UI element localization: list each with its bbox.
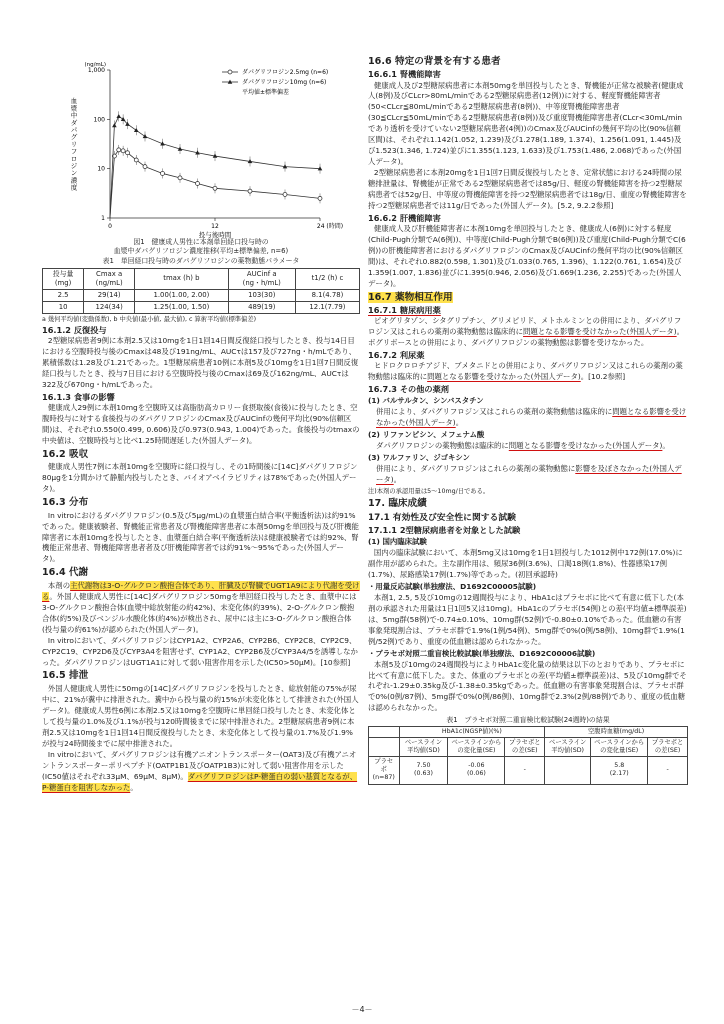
text-run: 。 xyxy=(393,474,402,484)
table1-caption: 表1 単回経口投与時のダパグリフロジンの薬物動態パラメータ xyxy=(102,256,300,265)
text-run: 。[10.2参照] xyxy=(580,372,626,382)
table-cell xyxy=(545,757,591,785)
paragraph xyxy=(376,464,688,486)
data-point xyxy=(134,128,139,132)
paragraph: 健康成人男性7例に本剤10mgを空腹時に経口投与し、その1時間後に[14C]ダパグリフロジン80μgを1分間かけて静脈内投与したとき、バイオアベイラビリティは78%であった(外国人データ)。 xyxy=(42,462,358,494)
y-axis-label-char: フ xyxy=(70,147,78,156)
right-column xyxy=(368,54,688,785)
highlighted-text: ダパグリフロジンはP-糖蛋白の弱い基質となるが、P-糖蛋白を阻害しなかった xyxy=(42,771,358,792)
paragraph: 健康成人29例に本剤10mgを空腹時又は高脂肪高カロリー食摂取後(食後)に投与したとき、空腹時投与に対する食後投与のダパグリフロジンのCmax及びAUCinfの幾何平均比(90%信頼区間)は、それぞれ0.550(0.499, 0.606)及び0.973(0.943, 1.004)であった。食後投与のtmaxの中央値は、空腹時投与と比べ1.25時間遅延した(外国人データ)。 xyxy=(42,403,360,445)
table-cell: 103(30) xyxy=(228,289,295,301)
legend-label: ダパグリフロジン10mg (n=6) xyxy=(242,79,327,86)
item-heading: (2) リファンピシン、メフェナム酸 xyxy=(368,430,485,440)
paragraph: 本剤1, 2.5, 5及び10mgの12週間投与により、HbA1cはプラセボに比べて有意に低下した(本剤の承認された用量は1日1回5又は10mg)。HbA1cのプラセボ(54例)との差(平均値±標準誤差)は、5mg群(58例)で-0.74±0.10%、10mg群(52例)で-0.80±0.10%であった。低血糖の有害事象発現割合は、プラセボ群で1.9%(1例/54例)、5mg群で0%(0例/58例)、10mg群で1.9%(1例/52例)であり、重度の低血糖は認められなかった。 xyxy=(368,592,687,646)
text-run: 。外国人健康成人男性に[14C]ダパグリフロジン50mgを単回経口投与したとき、血漿中には3-O-グルクロン酸抱合体(血漿中総放射能の約42%)、未変化体(約39%)、2-O-グルクロン酸抱合体(約5%)及びベンジル水酸化体(約4%)が検出され、尿中には主に3-O-グルクロン酸抱合体(投与量の約61%)が認められた(外国人データ)。 xyxy=(42,591,357,634)
data-point xyxy=(196,182,200,186)
paragraph xyxy=(42,581,360,636)
table-cell: - xyxy=(648,757,688,785)
underlined-text: 問題となる影響を受けなかった(外国人データ) xyxy=(508,440,663,450)
table-header-cell: HbA1c(NGSP値)(%) xyxy=(399,726,545,737)
table-header-row xyxy=(369,737,688,756)
underlined-text: 問題となる影響を受けなかった(外国人データ) xyxy=(523,327,677,337)
approval-note: 注)本剤の承認用量は5～10mg/日である。 xyxy=(368,487,490,495)
table-cell: 7.50 (0.63) xyxy=(399,757,448,785)
chart-annotation: 平均値±標準偏差 xyxy=(242,89,290,96)
figure1-caption-line1: 図1 健康成人男性に本剤単回経口投与時の xyxy=(133,238,269,246)
section-heading: 16.7.2 利尿薬 xyxy=(368,350,425,361)
y-tick-label: 1,000 xyxy=(87,67,105,74)
data-point xyxy=(178,176,182,180)
section-heading: 16.7.3 その他の薬剤 xyxy=(368,384,449,395)
text-run: ピオグリタゾン、シタグリプチン、グリメピリド、メトホルミンとの併用により、ダパグリフロジン又はこれらの薬剤の薬物動態は臨床的に xyxy=(368,316,682,337)
data-point xyxy=(248,189,252,193)
y-tick-label: 10 xyxy=(97,165,105,173)
highlighted-text: 主代謝物は3-O-グルクロン酸抱合体であり、肝臓及び腎臓でUGT1A9により代謝を受ける xyxy=(42,580,360,601)
paragraph xyxy=(376,441,688,452)
text-run: 併用により、ダパグリフロジンはこれらの薬剤の薬物動態に xyxy=(376,463,576,473)
table-header-cell: プラセボとの差(SE) xyxy=(505,737,545,756)
series-line xyxy=(110,116,320,218)
pk-parameter-table xyxy=(42,268,360,314)
paragraph: In vitroにおいて、ダパグリフロジンはCYP1A2、CYP2A6、CYP2B6、CYP2C8、CYP2C9、CYP2C19、CYP2D6及びCYP3A4を阻害せず、CYP1A2、CYP2B6及びCYP3A4/5を誘導しなかった。ダパグリフロジンはUGT1A1に対して弱い阻害作用を示した(IC50>50μM)。[10参照] xyxy=(42,635,358,667)
x-tick-label: 24 (時間) xyxy=(316,223,344,230)
paragraph: In vitroにおけるダパグリフロジン(0.5及び5μg/mL)の血漿蛋白結合率(平衡透析法)は約91%であった。健康被験者、腎機能正常患者及び腎機能障害患者に本剤50mgを単回投与及び肝機能障害者に本剤10mgを投与したとき、血漿蛋白結合率(平衡透析法)は健康被験者では約92%、腎機能正常患者、腎機能障害患者者及び肝機能障害者では約91%～95%であった(外国人データ)。 xyxy=(42,510,359,564)
text-run: ダパグリフロジンの薬物動態は臨床的に xyxy=(376,440,509,450)
y-unit-label: (ng/mL) xyxy=(84,62,106,68)
table-cell: 124(34) xyxy=(84,301,135,313)
text-run: In vitroにおいて、ダパグリフロジンは有機アニオントランスポーター(OAT3)及び有機アニオントランスポーターポリペプチド(OATP1B1及びOATP1B3)に対して弱い阻害作用を示した(IC50値はそれぞれ33μM、69μM、8μM)。 xyxy=(42,749,357,781)
section-heading xyxy=(368,292,688,304)
data-point xyxy=(143,134,148,138)
pk-concentration-chart xyxy=(42,58,360,238)
data-point xyxy=(126,151,130,155)
table-header-cell: ベースライン平均値(SD) xyxy=(545,737,591,756)
section-heading: 16.6.1 腎機能障害 xyxy=(368,69,441,80)
text-run: 本剤の xyxy=(47,580,71,590)
y-axis-label-char: 中 xyxy=(70,111,78,120)
table-cell: 489(19) xyxy=(228,301,295,313)
figure1-caption-line2: 血漿中ダパグリフロジン濃度推移(平均±標準偏差, n=6) xyxy=(113,247,289,256)
data-point xyxy=(134,158,138,162)
table-cell: 2.5 xyxy=(43,289,84,301)
y-axis-label-char: 血 xyxy=(70,97,78,106)
y-axis-label-char: 度 xyxy=(70,183,78,192)
highlighted-heading: 16.7 薬物相互作用 xyxy=(368,291,453,303)
table2-caption: 表1 プラセボ対照二重盲検比較試験(24週時)の結果 xyxy=(446,716,610,725)
section-heading: 16.7.1 糖尿病用薬 xyxy=(368,305,441,316)
paragraph: 外国人健康成人男性に50mgの[14C]ダパグリフロジンを投与したとき、総放射能の75%が尿中に、21%が糞中に排泄された。糞中から投与量の約15%が未変化体として排泄された(外国人データ)。健康成人男性6例に本剤2.5又は10mgを空腹時に単回経口投与したとき、未変化体として投与量の1.0%及び1.1%が投与120時間後までに尿中排泄された。2型糖尿病患者9例に本剤2.5又は10mgを1日1回14日間反復投与したとき、未変化体として投与量の1.7%及び1.9%が投与24時間後までに尿中排泄された。 xyxy=(42,683,359,748)
section-heading: 16.6.2 肝機能障害 xyxy=(368,212,441,223)
left-column xyxy=(42,0,360,793)
text-run: 。 xyxy=(130,782,138,792)
paragraph xyxy=(42,750,360,794)
paragraph xyxy=(376,407,688,429)
table-header-cell: Cmax a (ng/mL) xyxy=(84,268,135,289)
table-header-cell: プラセボとの差(SE) xyxy=(648,737,688,756)
paragraph xyxy=(368,361,688,383)
paragraph: 本剤5及び10mgの24週間投与によりHbA1c変化量の結果は以下のとおりであり、プラセボに比べて有意に低下した。また、体重のプラセボとの差(平均値±標準誤差)は、5及び10mg群でそれぞれ-1.29±0.35kg及び-1.38±0.35kgであった。低血糖の有害事象発現割合は、プラセボ群で0%(0例/87例)、5mg群で0%(0例/86例)、10mg群で2.3%(2例/88例)であり、重度の低血糖は認められなかった。 xyxy=(368,659,687,713)
paragraph: 健康成人及び2型糖尿病患者に本剤50mgを単回投与したとき、腎機能が正常な被験者(健康成人(8例)及びCLcr>80mL/minである2型糖尿病患者(12例))に対する、軽度腎機能障害者(50<CLcr≦80mL/minである2型糖尿病患者(8例))、中等度腎機能障害患者(30≦CLcr≦50mL/minである2型糖尿病患者(8例))及び重度腎機能障害患者(CLcr<30mL/minであり透析を受けていない2型糖尿病患者(4例))のCmax及びAUCinfの幾何平均の比(90%信頼区間)は、それぞれ1.142(1.052, 1.239)及び1.278(1.189, 1.374)、1.256(1.091, 1.445)及び1.523(1.346, 1.724)並びに1.355(1.123, 1.633)及び1.753(1.486, 2.068)であった(外国人データ)。 xyxy=(368,80,684,167)
y-axis-label-char: リ xyxy=(70,140,78,149)
y-tick-label: 100 xyxy=(93,116,105,124)
section-heading: 16.2 吸収 xyxy=(42,448,89,460)
item-heading: (1) バルサルタン、シンバスタチン xyxy=(368,396,484,406)
data-point xyxy=(143,165,147,169)
table-header-cell: ベースライン平均値(SD) xyxy=(399,737,448,756)
table-row xyxy=(369,757,688,785)
legend-marker xyxy=(228,70,232,74)
table-header-cell xyxy=(369,737,400,756)
hba1c-results-table xyxy=(368,726,688,785)
section-heading: 17.1 有効性及び安全性に関する試験 xyxy=(368,512,516,523)
section-heading: 16.3 分布 xyxy=(42,497,89,509)
y-tick-label: 1 xyxy=(101,215,105,222)
data-point xyxy=(116,114,121,118)
section-heading: 16.5 排泄 xyxy=(42,670,89,682)
table-cell: - xyxy=(505,757,545,785)
x-tick-label: 0 xyxy=(108,223,112,230)
table-cell: 8.1(4.78) xyxy=(295,289,359,301)
y-axis-label-char: ダ xyxy=(70,118,78,127)
item-heading: ・用量反応試験(単独療法、D1692C00005試験) xyxy=(368,581,537,591)
table1-footnote: a 幾何平均値(変動係数), b 中央値(最小値, 最大値), c 算術平均値(標準偏差) xyxy=(42,315,257,323)
table-header-cell: AUCinf a (ng・h/mL) xyxy=(228,268,295,289)
x-axis-label: 投与後時間 xyxy=(198,231,232,238)
y-axis-label-char: パ xyxy=(70,126,78,134)
y-axis-label-char: ロ xyxy=(70,154,78,163)
table-header-cell: ベースラインからの変化量(SE) xyxy=(591,737,648,756)
y-axis-label-char: グ xyxy=(70,133,78,142)
figure1-caption xyxy=(42,238,360,257)
item-heading: (1) 国内臨床試験 xyxy=(368,537,427,547)
underlined-text: 問題となる影響を受けなかった(外国人データ) xyxy=(427,372,581,382)
paragraph: 健康成人及び肝機能障害者に本剤10mgを単回投与したとき、健康成人(6例)に対する軽度(Child-Pugh分類でA(6例))、中等度(Child-Pugh分類でB(6例))及び重度(Child-Pugh分類でC(6例))の肝機能障害者におけるダパグリフロジンのCmax及びAUCinfの幾何平均の比(90%信頼区間)は、それぞれ0.882(0.598, 1.301)及び1.033(0.765, 1.396)、1.122(0.761, 1.654)及び1.359(1.007, 1.836)並びに1.395(0.946, 2.056)及び1.669(1.236, 2.255)であった(外国人データ)。 xyxy=(368,224,686,288)
text-run: 。ボグリボースとの併用により、ダパグリフロジンの薬物動態は影響を受けなかった。 xyxy=(368,327,685,348)
data-point xyxy=(121,117,126,121)
data-point xyxy=(121,149,125,153)
paragraph: 2型糖尿病患者に本剤20mgを1日1回7日間反復投与したとき、定常状態における24時間の尿糖排泄量は、腎機能が正常である2型糖尿病患者では85g/日、軽度の腎機能障害を持つ2型糖尿病患者では52g/日、中等度の腎機能障害を持つ2型糖尿病患者では18g/日、重度の腎機能障害を持つ2型糖尿病患者では11g/日であった(外国人データ)。[5.2, 9.2.2参照] xyxy=(368,168,687,211)
y-axis-label-char: ン xyxy=(70,169,78,178)
table-cell: 5.8 (2.17) xyxy=(591,757,648,785)
table-row xyxy=(43,301,360,313)
item-heading: (3) ワルファリン、ジゴキシン xyxy=(368,452,470,462)
table-header-row xyxy=(369,726,688,737)
paragraph: 2型糖尿病患者9例に本剤2.5又は10mgを1日1回14日間反復経口投与したとき、投与14日目における空腹時投与後のCmaxは48及び191ng/mL、AUCτは157及び727ng・h/mLであり、累積係数は1.28及び1.21であった。1型糖尿病患者10例に本剤5及び10mgを1日1回7日間反復経口投与したとき、投与7日目における空腹時投与後のCmaxは69及び162ng/mL、AUCτは322及び670ng・h/mLであった。 xyxy=(42,336,359,389)
text-run: ヒドロクロロチアジド、ブメタニドとの併用により、ダパグリフロジン又はこれらの薬剤の薬物動態は臨床的に xyxy=(368,361,683,382)
y-axis-label-char: ジ xyxy=(70,162,78,170)
table-header-row xyxy=(43,268,360,289)
data-point xyxy=(117,148,121,152)
x-tick-label: 12 xyxy=(211,223,219,230)
table-header-cell: 投与量 (mg) xyxy=(43,268,84,289)
table-header-cell: tmax (h) b xyxy=(135,268,228,289)
y-axis-label-char: 漿 xyxy=(70,104,78,113)
text-run: 。 xyxy=(662,440,670,450)
table-header-cell: ベースラインからの変化量(SE) xyxy=(448,737,505,756)
table-cell: 12.1(7.79) xyxy=(295,301,359,313)
section-heading: 16.1.3 食事の影響 xyxy=(42,391,115,402)
paragraph xyxy=(368,316,688,349)
data-point xyxy=(283,192,287,196)
section-heading: 16.4 代謝 xyxy=(42,567,89,579)
data-point xyxy=(318,196,322,200)
table-header-cell: 空腹時血糖(mg/dL) xyxy=(545,726,688,737)
table-cell: 1.00(1.00, 2.00) xyxy=(135,289,228,301)
section-heading: 16.1.2 反復投与 xyxy=(42,325,107,336)
underlined-text: 影響を及ぼさなかった(外国人データ) xyxy=(376,463,682,484)
data-point xyxy=(161,171,165,175)
text-run: 。 xyxy=(455,418,464,428)
table-header-cell xyxy=(369,726,400,737)
data-point xyxy=(213,186,217,190)
table-cell: 1.25(1.00, 1.50) xyxy=(135,301,228,313)
table-header-cell: t1/2 (h) c xyxy=(295,268,359,289)
section-heading: 17.1.1 2型糖尿病患者を対象とした試験 xyxy=(368,525,521,535)
section-heading: 17. 臨床成績 xyxy=(368,498,427,510)
section-heading: 16.6 特定の背景を有する患者 xyxy=(368,56,501,67)
paragraph: 国内の臨床試験において、本剤5mg又は10mgを1日1回投与した1012例中172例(17.0%)に副作用が認められた。主な副作用は、頻尿36例(3.6%)、口渇18例(1.8%)、性器感染17例(1.7%)、尿路感染17例(1.7%)等であった。(初回承認時) xyxy=(368,548,683,579)
page-number: －4－ xyxy=(351,1005,373,1014)
data-point xyxy=(112,123,117,127)
table-cell: -0.06 (0.06) xyxy=(448,757,505,785)
table-row xyxy=(43,289,360,301)
underlined-text: 問題となる影響を受けなかった(外国人データ) xyxy=(376,407,687,428)
table-cell: 29(14) xyxy=(84,289,135,301)
table-cell: 10 xyxy=(43,301,84,313)
y-axis-label-char: 濃 xyxy=(70,176,78,185)
text-run: 併用により、ダパグリフロジン又はこれらの薬剤の薬物動態は臨床的に xyxy=(376,407,613,417)
table-cell: プラセボ (n=87) xyxy=(369,757,400,785)
legend-label: ダパグリフロジン2.5mg (n=6) xyxy=(242,69,329,76)
item-heading: ・プラセボ対照二重盲検比較試験(単独療法、D1692C00006試験) xyxy=(368,648,596,658)
